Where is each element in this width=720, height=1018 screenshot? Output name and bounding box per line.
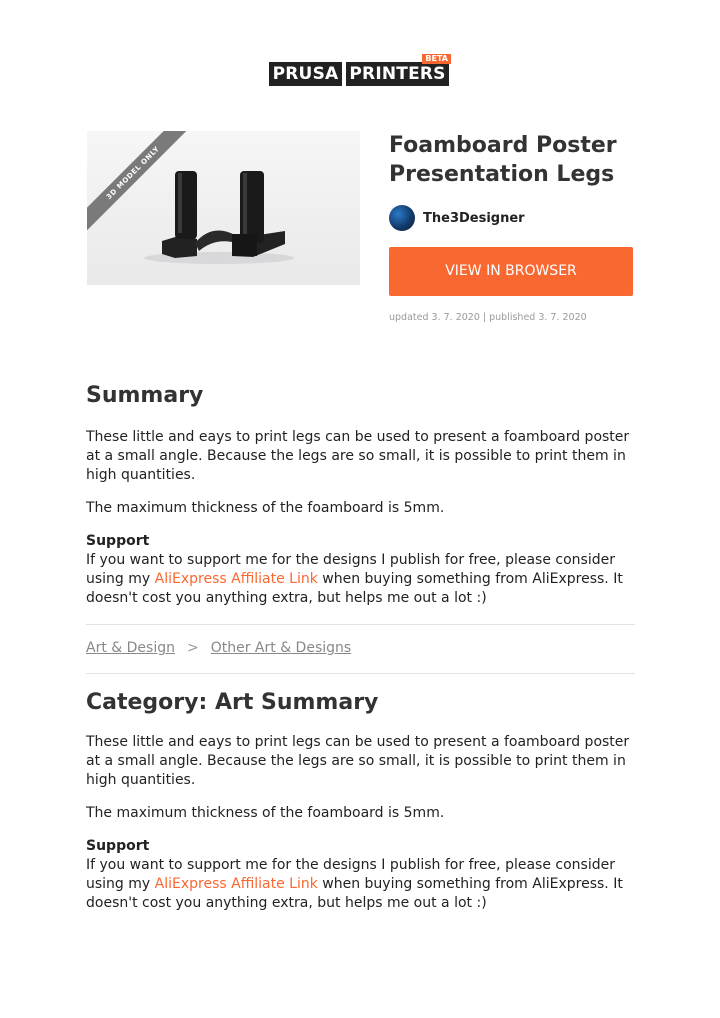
support-text-end: when buying something from AliExpress. It doesn't cost you anything extra, but helps me out a lot :) — [86, 571, 623, 606]
logo-prusa: PRUSA — [269, 62, 342, 86]
summary-heading: Summary — [86, 383, 204, 408]
divider — [86, 673, 635, 674]
summary-paragraph: These little and eays to print legs can be used to present a foamboard poster at a small angle. Because the legs are so small, it is possible to print them in high quantities. — [86, 429, 630, 483]
aliexpress-affiliate-link[interactable]: AliExpress Affiliate Link — [154, 876, 318, 892]
breadcrumb-art-design[interactable]: Art & Design — [86, 640, 175, 656]
model-title: Foamboard Poster Presentation Legs — [389, 133, 617, 187]
beta-badge: BETA — [422, 54, 451, 64]
logo-printers: PRINTERS — [346, 62, 449, 86]
breadcrumb-separator: > — [186, 640, 199, 656]
author[interactable] — [389, 204, 525, 232]
support-text: If you want to support me for the designs I publish for free, please consider using my — [86, 857, 615, 892]
author-name[interactable]: The3Designer — [423, 210, 525, 226]
support-text-end: when buying something from AliExpress. It doesn't cost you anything extra, but helps me out a lot :) — [86, 876, 623, 911]
aliexpress-affiliate-link[interactable]: AliExpress Affiliate Link — [154, 571, 318, 587]
avatar[interactable] — [389, 205, 415, 231]
breadcrumb — [86, 640, 351, 656]
summary-thickness: The maximum thickness of the foamboard is 5mm. — [86, 500, 445, 516]
category-thickness: The maximum thickness of the foamboard is 5mm. — [86, 805, 445, 821]
publish-dates: updated 3. 7. 2020 | published 3. 7. 2020 — [389, 312, 587, 323]
support-text: If you want to support me for the designs I publish for free, please consider using my — [86, 552, 615, 587]
category-heading: Category: Art Summary — [86, 690, 379, 715]
summary-section — [86, 381, 636, 608]
model-image[interactable] — [87, 131, 360, 285]
category-section — [86, 688, 636, 913]
support-heading: Support — [86, 838, 150, 854]
category-paragraph: These little and eays to print legs can be used to present a foamboard poster at a small angle. Because the legs are so small, it is possible to print them in high quantities. — [86, 734, 630, 788]
stand-legs-illustration — [87, 131, 360, 285]
breadcrumb-other-art-designs[interactable]: Other Art & Designs — [210, 640, 352, 656]
view-in-browser-button[interactable]: VIEW IN BROWSER — [389, 247, 633, 296]
divider — [86, 624, 635, 625]
prusa-printers-logo[interactable] — [269, 54, 451, 86]
support-heading: Support — [86, 533, 150, 549]
3d-model-only-ribbon: 3D MODEL ONLY — [87, 131, 195, 235]
